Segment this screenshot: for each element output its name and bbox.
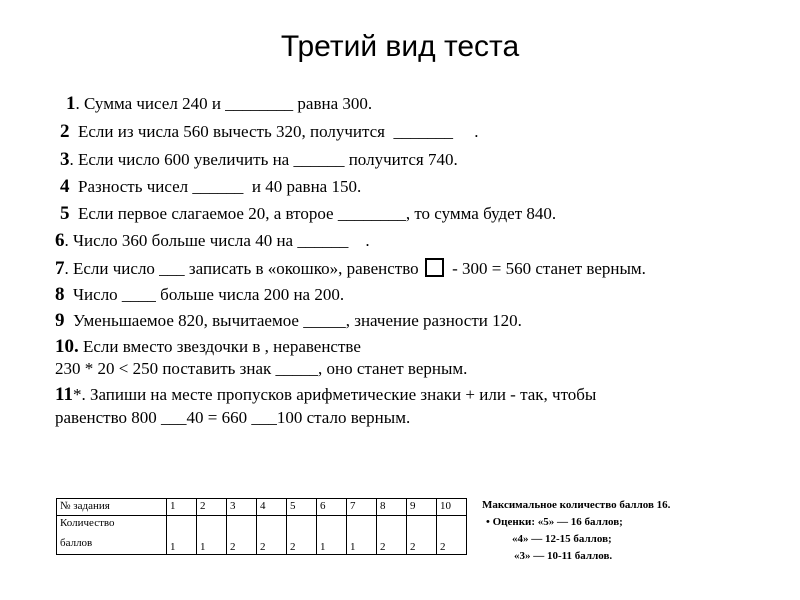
max-points: Максимальное количество баллов 16. (482, 499, 671, 511)
task-text: Уменьшаемое 820, вычитаемое _____, значение разности 120. (64, 311, 522, 330)
task-7 (55, 258, 646, 279)
task-text: . Если число ___ записать в «окошко», равенство (64, 259, 423, 278)
answer-box-icon (425, 258, 444, 277)
score-table-points-row (57, 516, 467, 555)
task-number: 10. (55, 336, 79, 357)
task-number: 8 (55, 284, 65, 305)
task-text: Разность чисел ______ и 40 равна 150. (69, 177, 362, 196)
score-table (56, 498, 467, 555)
points-label-line2: баллов (60, 537, 93, 549)
points-cell: 2 (407, 516, 437, 555)
task-text-after: - 300 = 560 станет верным. (447, 259, 646, 278)
task-number: 2 (60, 121, 70, 142)
task-number: 5 (60, 203, 70, 224)
grade-3: «3» — 10-11 баллов. (514, 550, 613, 562)
task-number-cell: 1 (167, 499, 197, 516)
task-5 (60, 204, 556, 224)
task-number-cell: 8 (377, 499, 407, 516)
task-number: 6 (55, 230, 65, 251)
grading-notes (482, 497, 670, 565)
points-cell: 2 (227, 516, 257, 555)
task-text: *. Запиши на месте пропусков арифметические знаки + или - так, чтобы (72, 385, 597, 404)
task-number-cell: 9 (407, 499, 437, 516)
points-cell: 1 (197, 516, 227, 555)
grade-4: «4» — 12-15 баллов; (512, 533, 612, 545)
points-cell: 2 (257, 516, 287, 555)
task-text: Если первое слагаемое 20, а второе ________, то сумма будет 840. (69, 204, 557, 223)
points-cell: 1 (347, 516, 377, 555)
header-label: № задания (57, 499, 167, 516)
task-text: Если вместо звездочки в , неравенстве (78, 337, 361, 356)
task-10-line2 (55, 359, 467, 379)
task-2 (60, 122, 479, 142)
task-10 (55, 337, 361, 357)
task-number-cell: 3 (227, 499, 257, 516)
task-number-cell: 10 (437, 499, 467, 516)
points-cell: 1 (317, 516, 347, 555)
task-3 (60, 150, 458, 170)
task-number-cell: 5 (287, 499, 317, 516)
task-text: . Если число 600 увеличить на ______ получится 740. (69, 150, 458, 169)
points-cell: 2 (287, 516, 317, 555)
task-text: Если из числа 560 вычесть 320, получится _______ . (69, 122, 479, 141)
task-number: 1 (66, 93, 76, 114)
task-4 (60, 177, 361, 197)
task-11 (55, 385, 596, 405)
task-number-cell: 7 (347, 499, 377, 516)
task-number: 9 (55, 310, 65, 331)
task-number-cell: 6 (317, 499, 347, 516)
score-table-header-row (57, 499, 467, 516)
points-label (57, 516, 167, 555)
task-9 (55, 311, 522, 331)
task-1 (66, 94, 372, 114)
task-number: 7 (55, 258, 65, 279)
points-label-line1: Количество (60, 517, 115, 529)
task-text: . Число 360 больше числа 40 на ______ . (64, 231, 370, 250)
task-6 (55, 231, 370, 251)
task-11-line2 (55, 408, 410, 428)
task-text: . Сумма чисел 240 и ________ равна 300. (75, 94, 373, 113)
points-cell: 1 (167, 516, 197, 555)
task-text: 230 * 20 < 250 поставить знак _____, оно станет верным. (55, 359, 468, 378)
task-number: 4 (60, 176, 70, 197)
points-cell: 2 (437, 516, 467, 555)
task-number: 3 (60, 149, 70, 170)
task-text: равенство 800 ___40 = 660 ___100 стало верным. (55, 408, 411, 427)
task-text: Число ____ больше числа 200 на 200. (64, 285, 345, 304)
task-number-cell: 2 (197, 499, 227, 516)
task-number: 11 (55, 384, 73, 405)
page-title: Третий вид теста (280, 30, 520, 63)
task-number-cell: 4 (257, 499, 287, 516)
task-8 (55, 285, 344, 305)
points-cell: 2 (377, 516, 407, 555)
grade-5: • Оценки: «5» — 16 баллов; (486, 516, 623, 528)
